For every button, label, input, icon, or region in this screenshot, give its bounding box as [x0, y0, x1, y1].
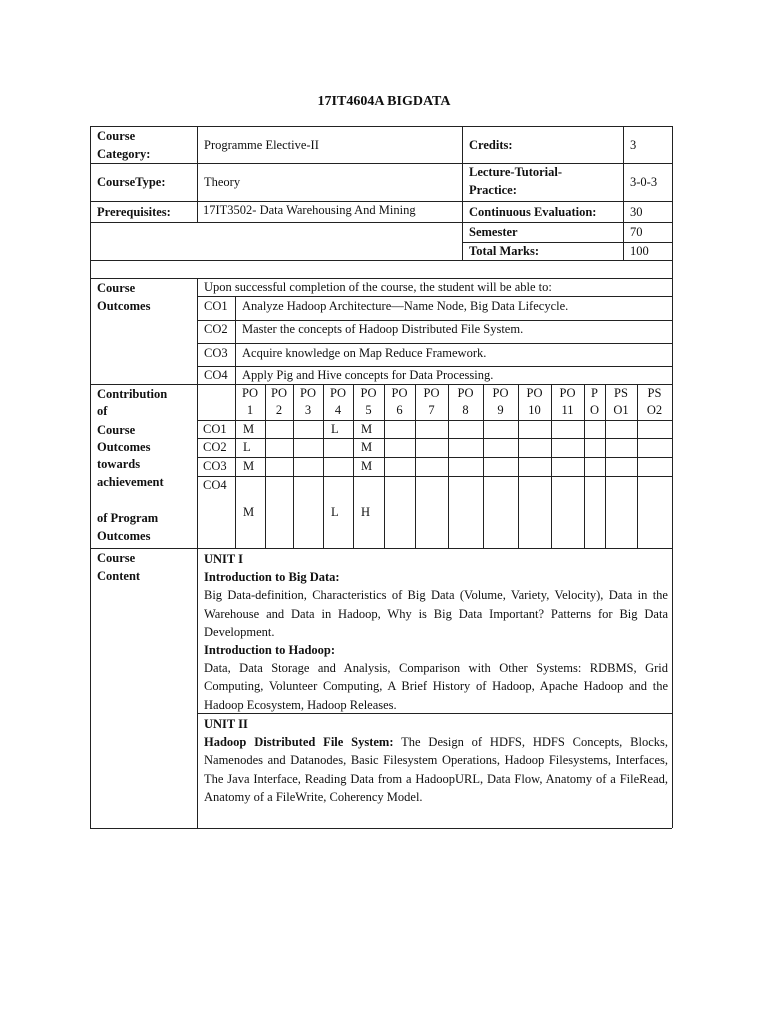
mapping-cell-value: L — [331, 422, 339, 436]
document-title: 17IT4604A BIGDATA — [317, 94, 451, 109]
prerequisites-value-clip — [203, 201, 459, 222]
unit-1-text-1: Big Data-definition, Characteristics of Big Data (Volume, Variety, Velocity), Data in the Warehouse and Data in Hadoop, Why is Big Data Important? Patterns for Big Data Development. — [204, 588, 668, 639]
co3-code: CO3 — [204, 346, 228, 360]
po-header-1 — [235, 385, 265, 419]
unit-1-subheading-2: Introduction to Hadoop: — [204, 643, 336, 658]
po-header-14 — [637, 385, 672, 419]
contribution-line-9 — [97, 545, 170, 547]
po-header-bottom: O2 — [646, 403, 663, 417]
unit-2-paragraph — [204, 733, 668, 806]
unit-2-block — [204, 715, 668, 806]
unit-2-text-1: The Design of HDFS, HDFS Concepts, Blocks, Namenodes and Datanodes, Basic Filesystem Operations, Hadoop Filesystems, Interfaces, The Java Interface, Reading Data from a HadoopURL, Data Flow, Anatomy of a FileRead, Anatomy of a FileWrite, Coherency Model. — [204, 735, 668, 804]
po-header-top: PO — [391, 386, 408, 400]
mapping-row-code-1: CO1 — [203, 422, 227, 436]
po-header-12 — [584, 385, 605, 419]
mapping-cell-value: M — [243, 422, 255, 436]
unit-1-subheading-1: Introduction to Big Data: — [204, 570, 340, 585]
po-header-top: PO — [330, 386, 346, 400]
contribution-line-5: towards — [97, 457, 141, 471]
course-category-label: Course Category: — [97, 129, 151, 161]
semester-value: 70 — [630, 225, 643, 239]
contribution-line-7: of Program — [97, 511, 159, 525]
co2-text: Master the concepts of Hadoop Distributed File System. — [242, 322, 524, 336]
grid-line — [197, 384, 198, 548]
credits-label: Credits: — [469, 138, 513, 152]
co2-code: CO2 — [204, 322, 228, 336]
mapping-cell-value: M — [361, 459, 373, 473]
po-header-top: PO — [300, 386, 316, 400]
po-header-bottom: 5 — [365, 403, 372, 417]
co1-text: Analyze Hadoop Architecture—Name Node, Big Data Lifecycle. — [242, 299, 569, 313]
mapping-row-code-2: CO2 — [203, 440, 227, 454]
prerequisites-value: 17IT3502- Data Warehousing And Mining — [203, 203, 416, 217]
course-outcomes-label-line1: Course — [97, 281, 136, 295]
co3-text: Acquire knowledge on Map Reduce Framework. — [242, 346, 487, 360]
po-header-bottom: 2 — [275, 403, 283, 417]
unit-2-heading: UNIT II — [204, 717, 248, 731]
course-content-label-line1: Course — [97, 551, 136, 565]
semester-label: Semester — [469, 225, 518, 239]
po-header-2 — [265, 385, 293, 419]
mapping-cell-value: L — [243, 440, 251, 454]
mapping-cell-value: L — [331, 505, 339, 519]
po-header-bottom: 4 — [334, 403, 342, 417]
contribution-line-4: Outcomes — [97, 440, 151, 454]
course-outcomes-label-line2: Outcomes — [97, 299, 151, 313]
continuous-evaluation-value: 30 — [630, 205, 643, 219]
po-header-bottom: 3 — [304, 403, 312, 417]
mapping-row-code-4: CO4 — [203, 478, 227, 492]
ltp-value: 3-0-3 — [630, 175, 658, 189]
co4-text: Apply Pig and Hive concepts for Data Processing. — [242, 368, 494, 382]
contribution-line-3: Course — [97, 423, 136, 437]
total-marks-value: 100 — [630, 244, 649, 258]
po-header-9 — [483, 385, 518, 419]
grid-line — [197, 476, 672, 477]
mapping-cell-value: M — [361, 422, 373, 436]
prerequisites-label: Prerequisites: — [97, 205, 171, 219]
co1-code: CO1 — [204, 299, 228, 313]
ltp-label: Lecture-Tutorial-Practice: — [469, 165, 563, 197]
po-header-13 — [605, 385, 637, 419]
po-header-bottom: O — [589, 403, 600, 417]
mapping-cell-value: M — [243, 505, 255, 519]
po-header-bottom: O1 — [613, 403, 629, 417]
po-header-top: PO — [423, 386, 440, 400]
po-header-bottom: 8 — [462, 403, 469, 417]
course-type-label: CourseType: — [97, 175, 166, 189]
co4-code: CO4 — [204, 368, 228, 382]
contribution-label-clip — [97, 385, 195, 547]
mapping-row-code-3: CO3 — [203, 459, 227, 473]
po-header-top: PO — [457, 386, 474, 400]
po-header-top: PO — [271, 386, 287, 400]
po-header-5 — [353, 385, 384, 419]
unit-1-block — [204, 550, 668, 714]
mapping-cell-value: M — [243, 459, 255, 473]
contribution-line-8: Outcomes — [97, 529, 151, 543]
po-header-top: PO — [559, 386, 576, 400]
unit-1-text-2: Data, Data Storage and Analysis, Comparison with Other Systems: RDBMS, Grid Computing, Volunteer Computing, A Brief History of Hadoop, Apache Hadoop and the Hadoop Ecosystem, Hadoop Releases. — [204, 661, 668, 712]
po-header-top: PO — [492, 386, 509, 400]
continuous-evaluation-label: Continuous Evaluation: — [469, 205, 597, 219]
grid-line — [197, 438, 672, 439]
credits-value: 3 — [630, 138, 637, 152]
mapping-cell-value: H — [361, 505, 371, 519]
po-header-bottom: 6 — [396, 403, 403, 417]
contribution-line-6: achievement — [97, 475, 164, 489]
grid-line — [197, 457, 672, 458]
po-header-10 — [518, 385, 551, 419]
po-header-3 — [293, 385, 323, 419]
po-header-4 — [323, 385, 353, 419]
po-header-top: PO — [526, 386, 543, 400]
po-header-bottom: 10 — [528, 403, 541, 417]
po-header-top: PO — [360, 386, 377, 400]
po-header-bottom: 9 — [497, 403, 504, 417]
po-header-bottom: 7 — [428, 403, 435, 417]
grid-line — [672, 384, 673, 548]
po-header-top: PO — [242, 386, 258, 400]
po-header-8 — [448, 385, 483, 419]
outcomes-intro: Upon successful completion of the course, the student will be able to: — [204, 280, 552, 294]
contribution-line-1: Contribution — [97, 387, 168, 401]
total-marks-label: Total Marks: — [469, 244, 540, 258]
po-header-top: PS — [614, 386, 628, 400]
po-header-11 — [551, 385, 584, 419]
po-header-bottom: 1 — [246, 403, 254, 417]
po-header-bottom: 11 — [561, 403, 574, 417]
po-header-7 — [415, 385, 448, 419]
course-type-value: Theory — [204, 175, 241, 189]
unit-2-subheading-1: Hadoop Distributed File System: — [204, 735, 394, 750]
contribution-line-2: of — [97, 404, 108, 418]
unit-1-heading: UNIT I — [204, 552, 244, 566]
po-header-top: P — [591, 386, 598, 400]
grid-line — [197, 420, 672, 421]
course-content-label-line2: Content — [97, 569, 141, 583]
po-header-top: PS — [647, 386, 662, 400]
mapping-cell-value: M — [361, 440, 373, 454]
po-header-6 — [384, 385, 415, 419]
course-category-value: Programme Elective-II — [204, 138, 319, 152]
